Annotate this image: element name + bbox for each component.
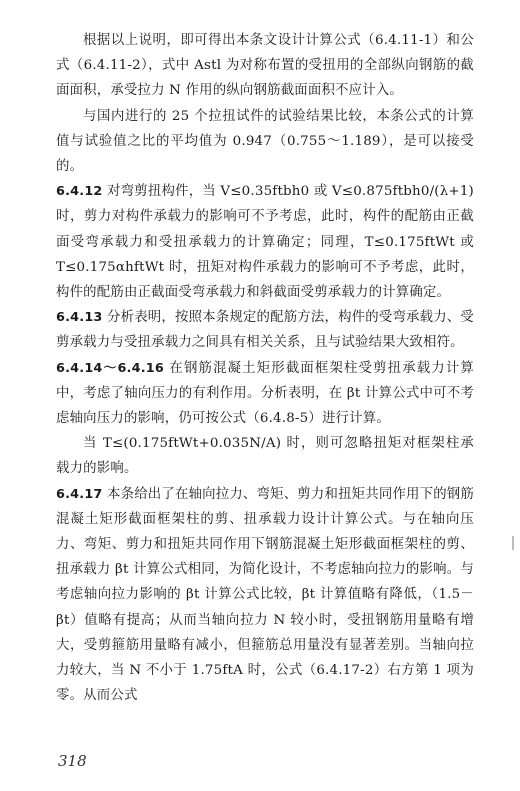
- section-number: 6.4.12: [56, 184, 103, 200]
- body-text: [56, 28, 474, 708]
- paragraph-p1: [56, 28, 474, 104]
- section-number: 6.4.14～6.4.16: [56, 360, 164, 376]
- paragraph-text: 与国内进行的 25 个拉扭试件的试验结果比较，本条公式的计算值与试验值之比的平均值为 0.947（0.755～1.189），是可以接受的。: [56, 108, 474, 175]
- paragraph-text: 分析表明，按照本条规定的配筋方法，构件的受弯承载力、受剪承载力与受扭承载力之间具有相关关系，且与试验结果大致相符。: [56, 310, 474, 351]
- paragraph-p2: [56, 104, 474, 180]
- paragraph-text: 对弯剪扭构件，当 V≤0.35ftbh0 或 V≤0.875ftbh0/(λ+1) 时，剪力对构件承载力的影响可不予考虑，此时，构件的配筋由正截面受弯承载力和受扭承载力的计算确定；同理，T≤0.175ftWt 或 T≤0.175αhftWt 时，扭矩对构件承载力的影响可不予考虑，此时，构件的配筋由正截面受弯承载力和斜截面受剪承载力的计算确定。: [56, 184, 474, 301]
- paragraph-text: 当 T≤(0.175ftWt+0.035N/A) 时，则可忽略扭矩对框架柱承载力的影响。: [56, 436, 474, 477]
- paragraph-text: 本条给出了在轴向拉力、弯矩、剪力和扭矩共同作用下的钢筋混凝土矩形截面框架柱的剪、扭承载力设计计算公式。与在轴向压力、弯矩、剪力和扭矩共同作用下钢筋混凝土矩形截面框架柱的剪、扭承载力 βt 计算公式相同，为简化设计，不考虑轴向拉力的影响。与考虑轴向拉力影响的 βt 计算公式比较，βt 计算值略有降低，（1.5－βt）值略有提高；从而当轴向拉力 N 较小时，受扭钢筋用量略有增大，受剪箍筋用量略有减小，但箍筋总用量没有显著差别。当轴向拉力较大，当 N 不小于 1.75ftA 时，公式（6.4.17-2）右方第 1 项为零。从而公式: [56, 486, 474, 704]
- margin-mark: [512, 536, 514, 550]
- paragraph-text: 在钢筋混凝土矩形截面框架柱受剪扭承载力计算中，考虑了轴向压力的有利作用。分析表明，在 βt 计算公式中可不考虑轴向压力的影响，仍可按公式（6.4.8-5）进行计算。: [56, 360, 474, 427]
- section-number: 6.4.17: [56, 486, 103, 502]
- paragraph-p5: [56, 356, 474, 432]
- section-number: 6.4.13: [56, 310, 103, 326]
- paragraph-text: 根据以上说明，即可得出本条文设计计算公式（6.4.11-1）和公式（6.4.11-2），式中 Astl 为对称布置的受扭用的全部纵向钢筋的截面面积，承受拉力 N 作用的纵向钢筋截面面积不应计入。: [56, 33, 474, 99]
- paragraph-p6: [56, 431, 474, 481]
- page-number: 318: [58, 752, 87, 770]
- paragraph-p7: [56, 482, 474, 709]
- paragraph-p3: [56, 179, 474, 305]
- paragraph-p4: [56, 305, 474, 355]
